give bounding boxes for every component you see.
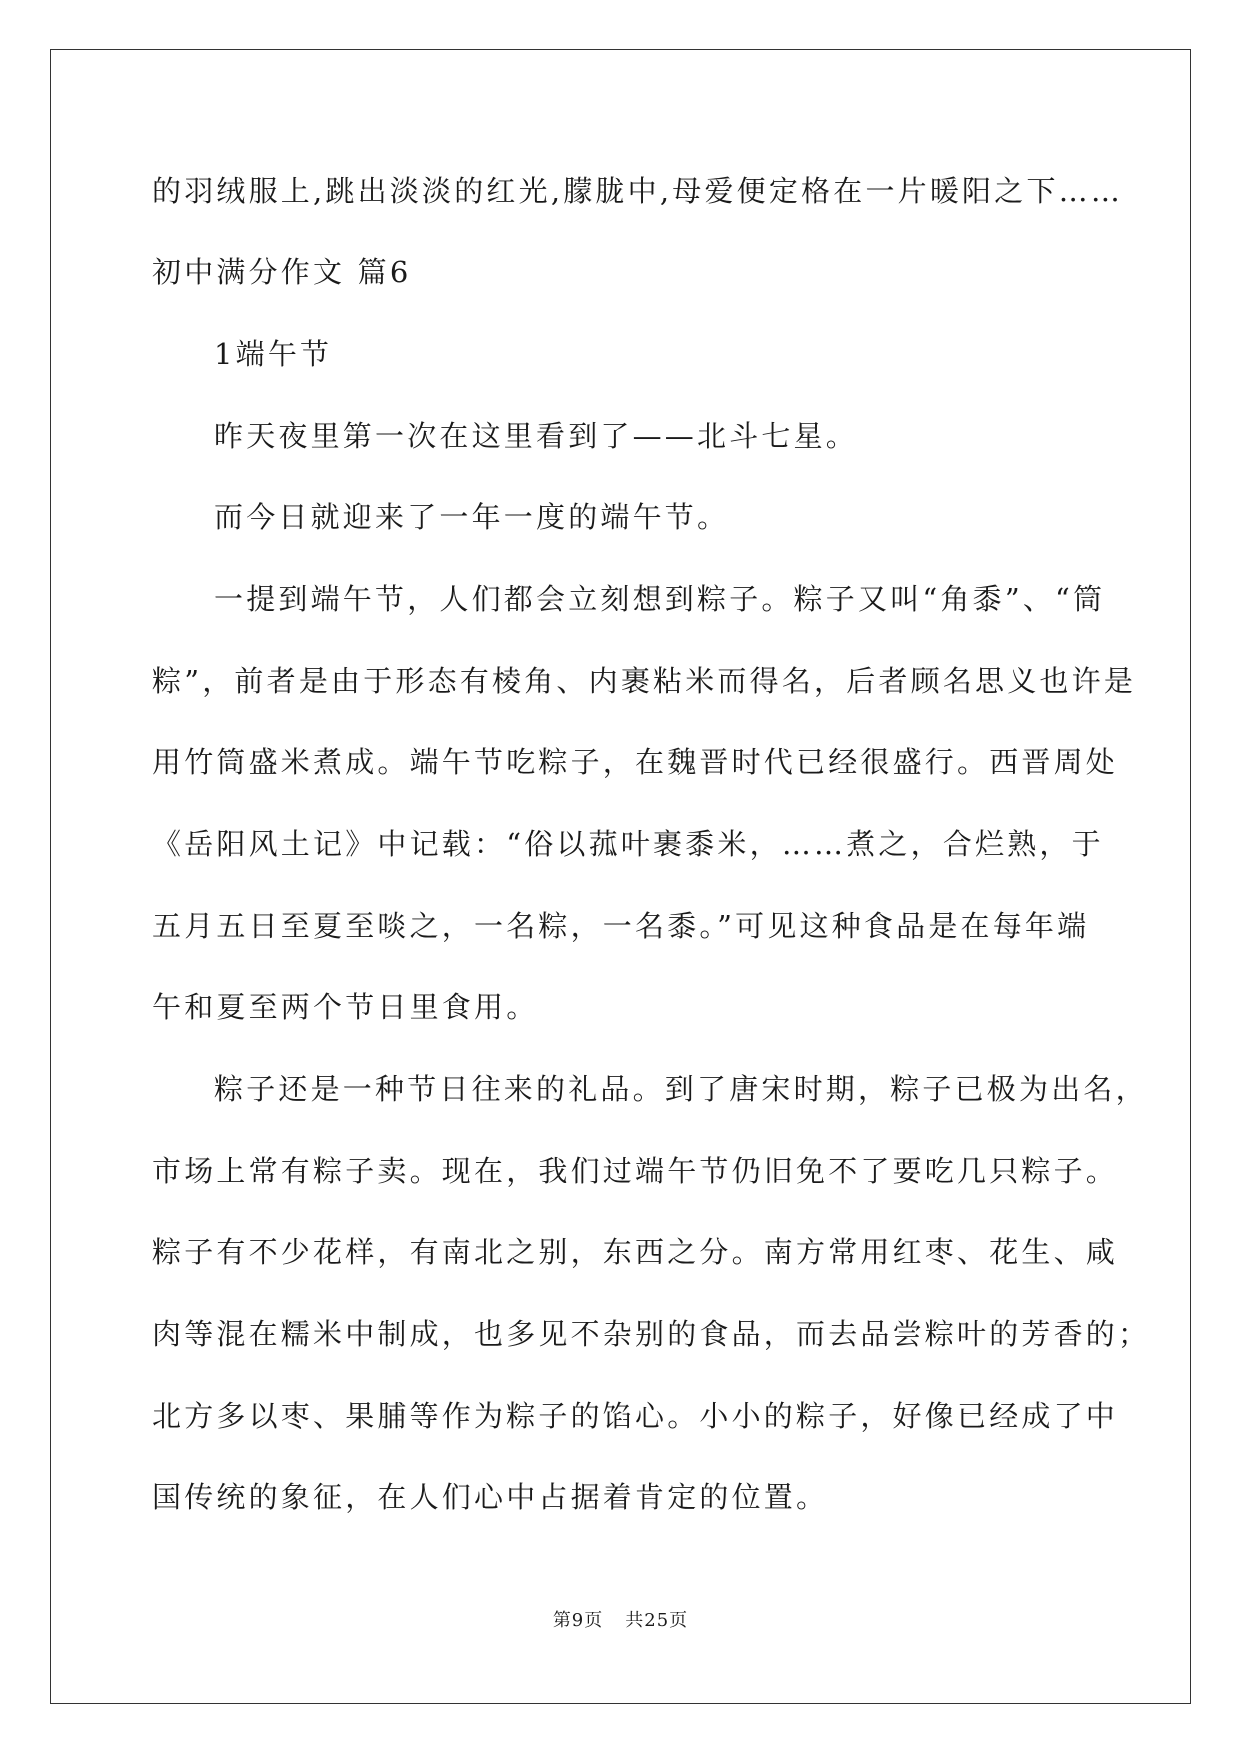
text-line-16: 北方多以枣、果脯等作为粽子的馅心。小小的粽子，好像已经成了中	[152, 1399, 1119, 1433]
text-line-14: 粽子有不少花样，有南北之别，东西之分。南方常用红枣、花生、咸	[152, 1235, 1119, 1269]
text-line-15: 肉等混在糯米中制成，也多见不杂别的食品，而去品尝粽叶的芳香的；	[152, 1317, 1151, 1351]
page-border	[50, 49, 1191, 1704]
section-heading: 初中满分作文 篇6	[152, 255, 412, 289]
text-line-10: 五月五日至夏至啖之，一名粽，一名黍。”可见这种食品是在每年端	[152, 909, 1090, 943]
essay-title: 1端午节	[214, 337, 333, 371]
page-total: 共25页	[625, 1610, 689, 1631]
text-line-1: 的羽绒服上,跳出淡淡的红光,朦胧中,母爱便定格在一片暖阳之下……	[152, 174, 1124, 208]
text-line-9: 《岳阳风土记》中记载：“俗以菰叶裹黍米，……煮之，合烂熟，于	[152, 827, 1104, 861]
text-line-6: 一提到端午节，人们都会立刻想到粽子。粽子又叫“角黍”、“筒	[214, 582, 1106, 616]
text-line-5: 而今日就迎来了一年一度的端午节。	[214, 500, 730, 534]
page-number: 第9页	[552, 1610, 604, 1631]
text-line-4: 昨天夜里第一次在这里看到了——北斗七星。	[214, 419, 859, 453]
text-line-12: 粽子还是一种节日往来的礼品。到了唐宋时期，粽子已极为出名，	[214, 1072, 1148, 1106]
text-line-11: 午和夏至两个节日里食用。	[152, 990, 539, 1024]
text-line-7: 粽”，前者是由于形态有棱角、内裹粘米而得名，后者顾名思义也许是	[152, 664, 1137, 698]
text-line-13: 市场上常有粽子卖。现在，我们过端午节仍旧免不了要吃几只粽子。	[152, 1154, 1119, 1188]
text-line-8: 用竹筒盛米煮成。端午节吃粽子，在魏晋时代已经很盛行。西晋周处	[152, 745, 1119, 779]
page-footer	[0, 1609, 1241, 1633]
text-line-17: 国传统的象征，在人们心中占据着肯定的位置。	[152, 1480, 829, 1514]
